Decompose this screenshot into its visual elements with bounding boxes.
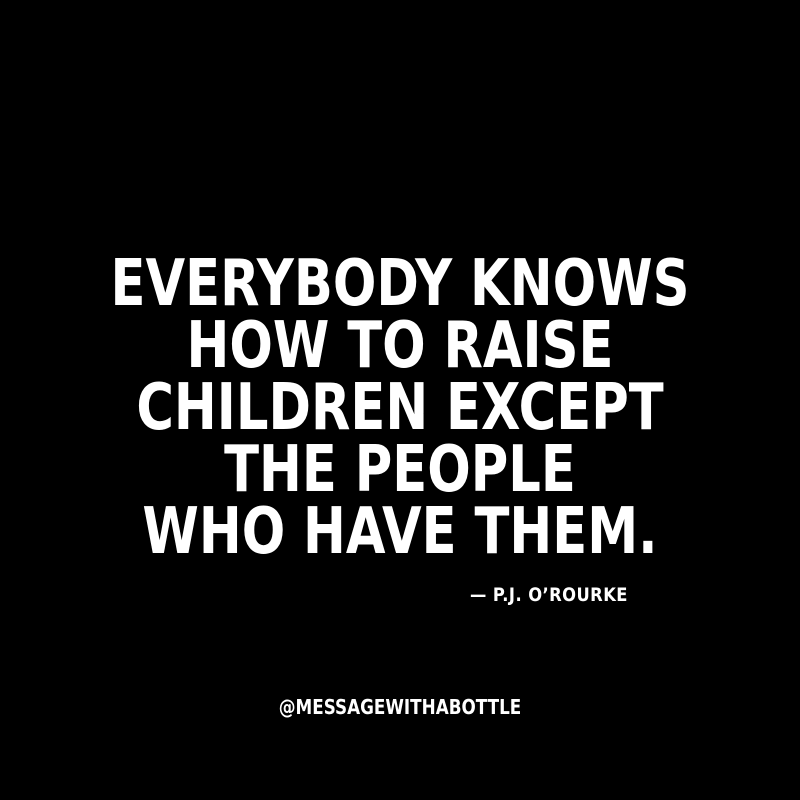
quote-line: HOW TO RAISE [186,309,614,383]
quote-line: THE PEOPLE [224,433,576,507]
social-handle: @MESSAGEWITHABOTTLE [278,695,522,719]
quote-line: EVERYBODY KNOWS [110,247,690,321]
quote-attribution: — P.J. O’ROURKE [470,584,628,606]
quote-line: CHILDREN EXCEPT [136,371,664,445]
quote-text [0,247,800,569]
quote-line: WHO HAVE THEM. [142,495,658,569]
